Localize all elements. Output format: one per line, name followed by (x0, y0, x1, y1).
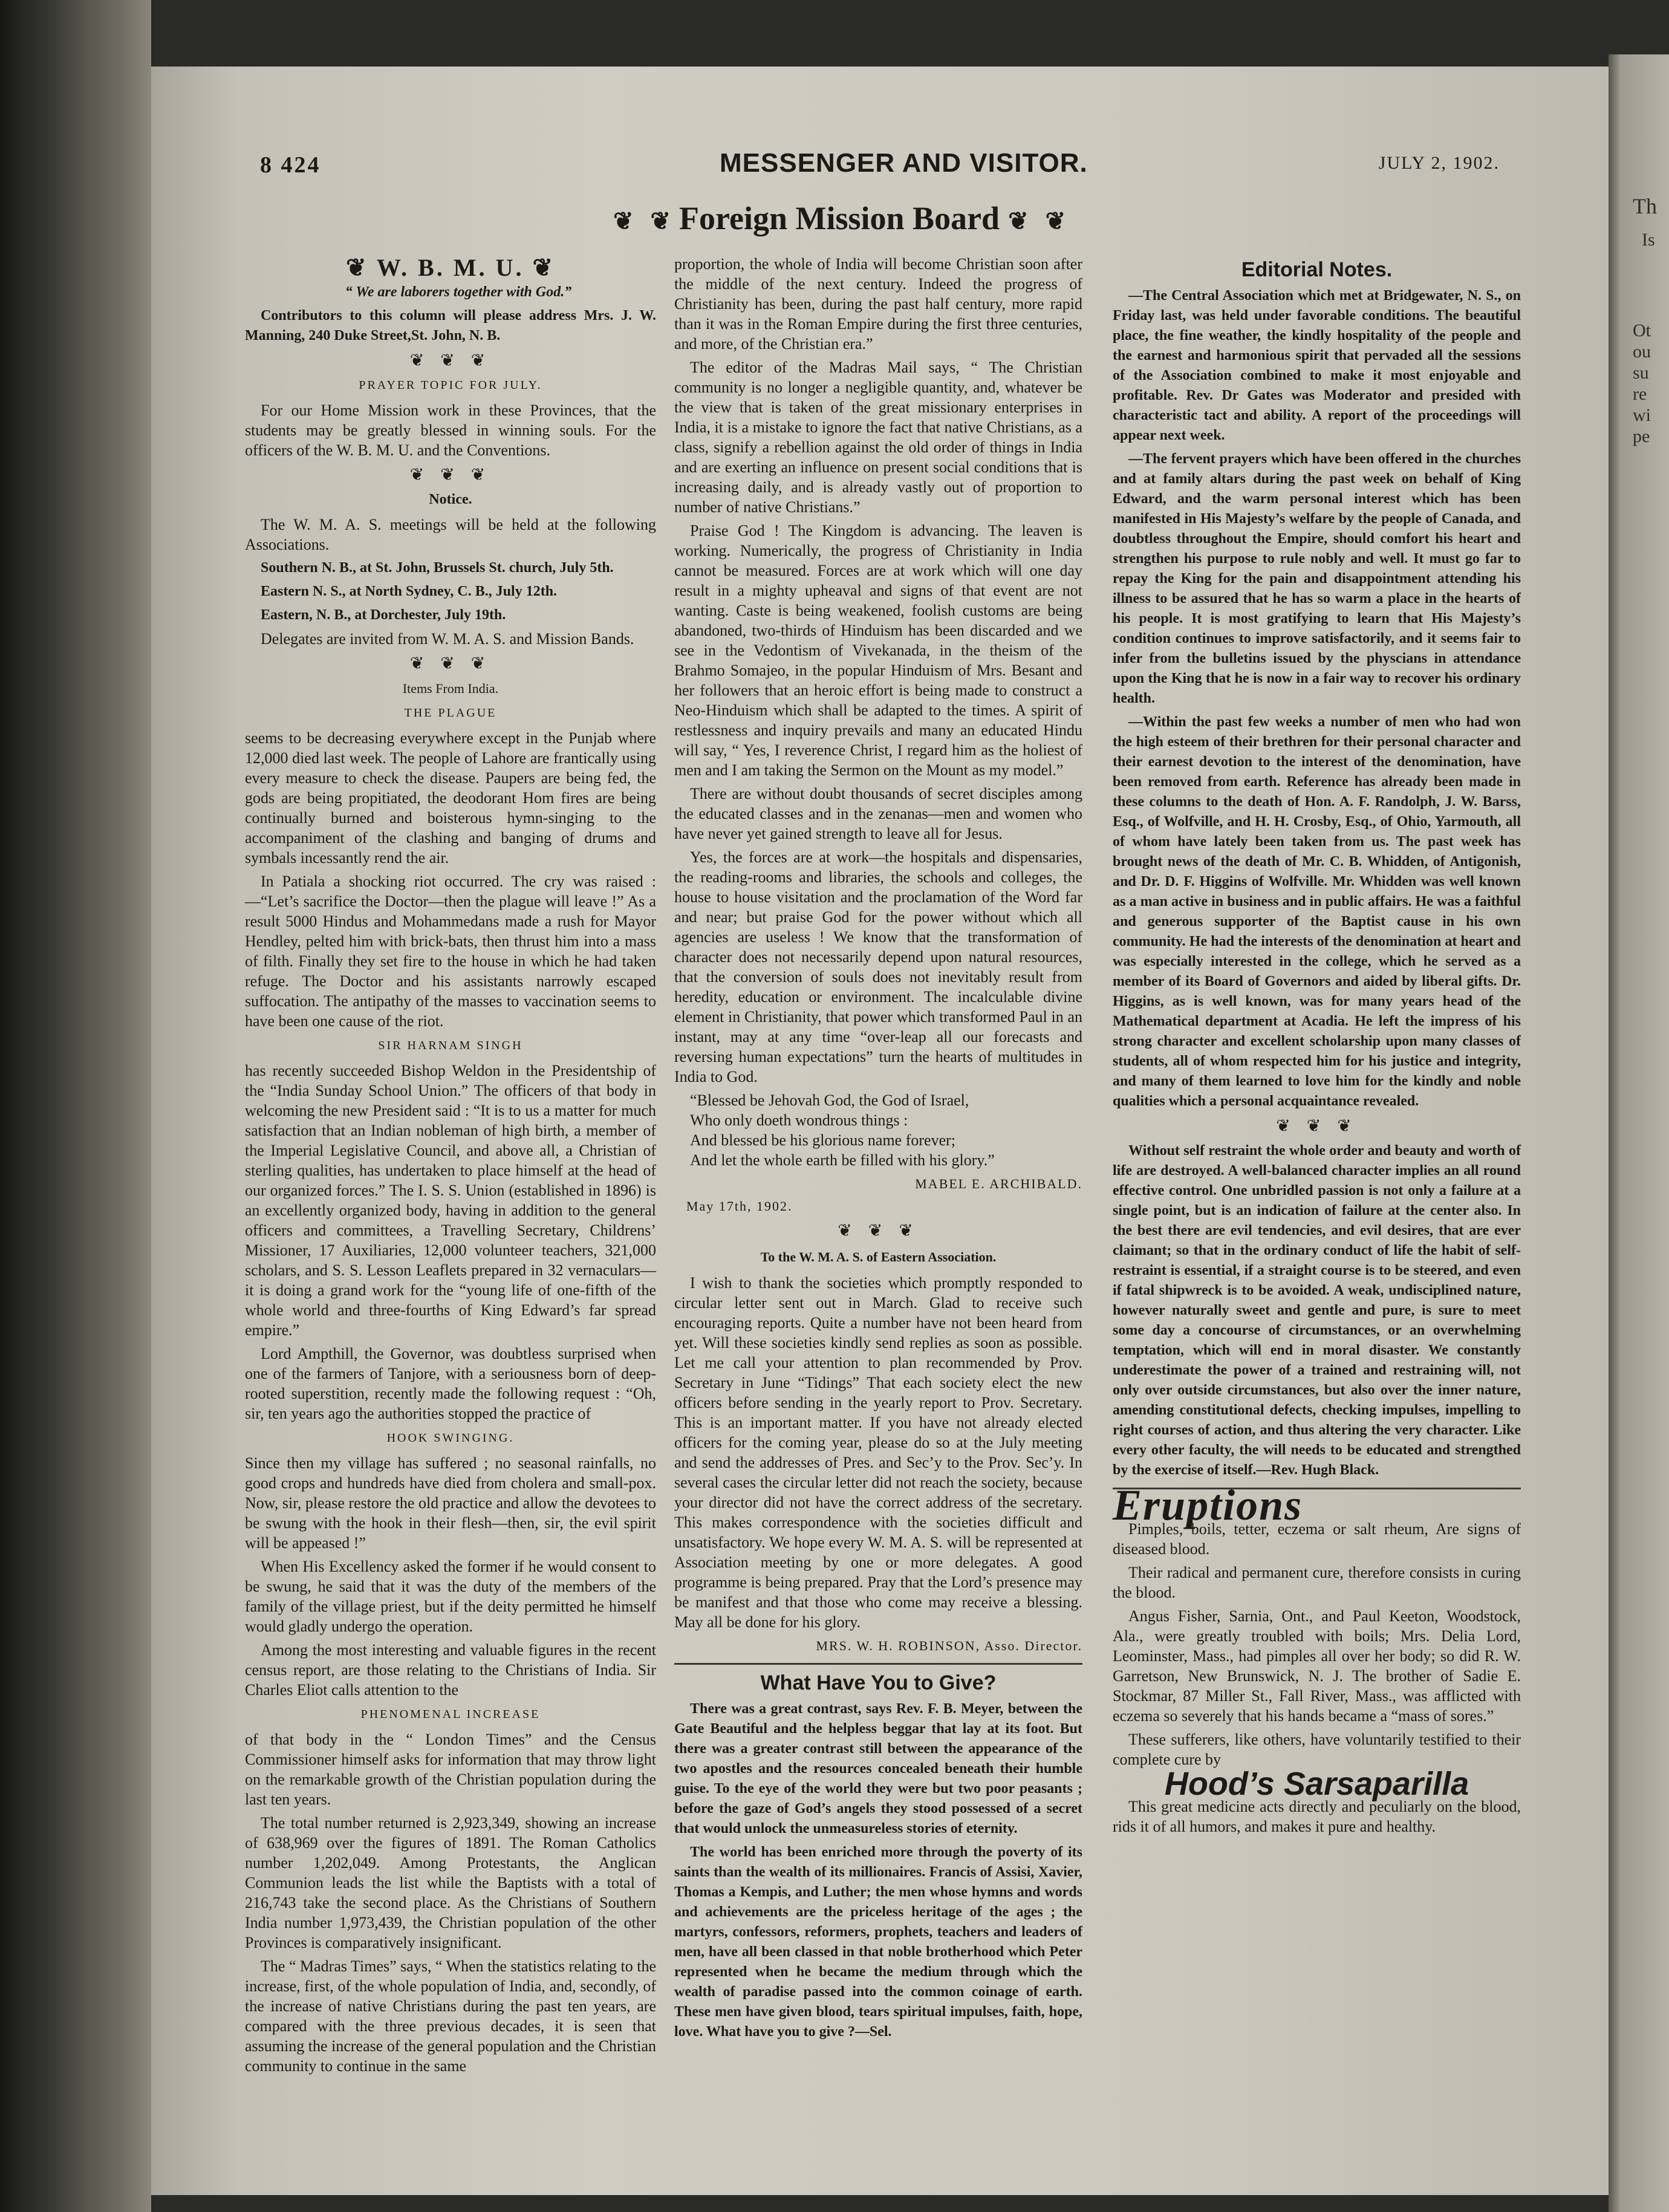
ornaments-divider: ❦ ❦ ❦ (1276, 1117, 1358, 1136)
ad-brand: Hood’s Sarsaparilla (1164, 1766, 1469, 1802)
hook-text: Since then my village has suffered ; no seasonal rainfalls, no good crops and hundreds have died from cholera and small-pox. Now, sir, please restore the old practice and allow the devotees to be swung with the hook in their flesh—then, sir, the evil spirit will be appeased !” (245, 1454, 656, 1552)
verse-line: “Blessed be Jehovah God, the God of Israel, (690, 1091, 969, 1109)
secret-disciples-text: There are without doubt thousands of secret disciples among the educated classes and in the zenanas—men and women who have never yet gained strength to leave all for Jesus. (674, 785, 1082, 842)
book-binding-edge (0, 0, 151, 2212)
editorial-note: —The fervent prayers which have been offered in the churches and at family altars during the past week on behalf of King Edward, and the warm personal interest which has been manifested in His Majesty’s welfare by the people of Canada, and doubtless throughout the Empire, should comfort his heart and strengthen his purpose to rule nobly and well. It must go far to repay the King for the pain and disappointment attending his illness to be assured that he has so warm a place in the hearts of his people. It is most gratifying to learn that His Majesty’s condition continues to improve satisfactorily, and it seems fair to infer from the bulletins issued by the physcians in attendance upon the King that he is now in a fair way to recover his ordinary health. (1113, 451, 1521, 706)
phenomenal-text: of that body in the “ London Times” and the Census Commissioner himself asks for information that may throw light on the remarkable growth of the Christian population during the last ten years. (245, 1731, 656, 1808)
ornament-icon: ❦ (1045, 207, 1066, 235)
issue-date: JULY 2, 1902. (1378, 153, 1500, 173)
adjacent-fragment: re (1633, 384, 1647, 404)
verse-line: And let the whole earth be filled with his glory.” (690, 1151, 995, 1169)
motto: “ We are laborers together with God.” (345, 284, 572, 300)
adjacent-fragment: Th (1633, 194, 1657, 218)
ornament-icon: ❦ (613, 207, 634, 235)
madras-mail-text: The editor of the Madras Mail says, “ The Christian community is no longer a negligible quantity, and, whatever be the view that is taken of the great missionary enterprises in India, it is a mistake to ignore the fact that native Christians, as a class, signify a rebellion against the old order of things in India and are exerting an influence on present social conditions that is increasing daily, and is already vastly out of proportion to number of native Christians.” (674, 359, 1082, 516)
harnam-heading: SIR HARNAM SINGH (378, 1039, 523, 1052)
wmas-letter: I wish to thank the societies which promptly responded to circular letter sent out in March. Glad to receive such encouraging reports. Quite a number have not been heard from yet. Will these societies kindly send replies as soon as possible. Let me call your attention to plan recommended by Prov. Secretary in June “Tidings” That each society elect the new officers before sending in the yearly report to Prov. Secretary. This is an important matter. If you have not already elected officers for the coming year, please do so at the July meeting and send the addresses of Pres. and Sec’y to the Prov. Sec’y. In several cases the circular letter did not reach the society, because your director did not have the correct address of the secretary. This makes correspondence with the societies difficult and unsatisfactory. We hope every W. M. A. S. will be represented at Association meeting by one or more delegates. A good programme is being prepared. Pray that the Lord’s presence may be manifest and that those who come may receive a blessing. May all be done for his glory. (674, 1274, 1082, 1631)
scripture-verse (690, 1090, 1082, 1170)
adjacent-fragment: wi (1633, 405, 1651, 425)
adjacent-fragment: Is (1642, 230, 1655, 250)
divider (674, 1663, 1082, 1665)
plague-text: seems to be decreasing everywhere except in the Punjab where 12,000 died last week. The people of Lahore are frantically using every measure to check the disease. Paupers are being fed, the gods are being propitiated, the deodorant Hom fires are being continually burned and boisterous hymn-singing to the accompaniment of the clashing and banging of drums and symbals incessantly rend the air. (245, 729, 656, 867)
association-line: Eastern N. S., at North Sydney, C. B., July 12th. (261, 584, 558, 599)
page-number: 8 424 (260, 152, 321, 178)
adjacent-fragment: su (1633, 363, 1649, 383)
adjacent-fragment: ou (1633, 342, 1651, 362)
signature: MRS. W. H. ROBINSON, Asso. Director. (816, 1638, 1082, 1653)
association-line: Eastern, N. B., at Dorchester, July 19th. (261, 607, 506, 623)
ornaments-divider: ❦ ❦ ❦ (409, 654, 492, 673)
phenomenal-heading: PHENOMENAL INCREASE (360, 1708, 541, 1721)
praise-text: Praise God ! The Kingdom is advancing. The leaven is working. Numerically, the progress of Christianity in India cannot be measured. Forces are at work which will one day result in a mighty upheaval and signs of that event are not wanting. Caste is being weakened, foolish customs are being abandoned, two-thirds of Hinduism has been discarded and we see in the Vedontism of Vivekanada, in the theism of the Brahmo Somajeo, in the popular Hinduism of Mrs. Besant and her followers that an heroic effort is being made to construct a Neo-Hinduism which shall be adapted to the times. A spirit of restlessness and inquiry prevails and many an educated Hindu will say, “ Yes, I reverence Christ, I regard him as the holiest of men and I am taking the Sermon on the Mount as my model.” (674, 522, 1082, 779)
madras-times-text: The “ Madras Times” says, “ When the statistics relating to the increase, first, of the whole population of India, and, secondly, of the increase of native Christians during the past ten years, are compared with the three previous decades, it is seen that assuming the increase of the general population and the Christian community to continue in the same (245, 1957, 656, 2075)
ornaments-divider: ❦ ❦ ❦ (409, 466, 492, 484)
editorial-note: —Within the past few weeks a number of men who had won the high esteem of their brethren for their personal character and their earnest devotion to the interest of the denomination, have been removed from earth. Reference has already been made in these columns to the death of Hon. A. F. Randolph, J. W. Barss, Esq., of Wolfville, and H. H. Crosby, Esq., of Ohio, Yarmouth, all of whom have lately been taken from us. The past week has brought news of the death of Mr. C. B. Whidden, of Antigonish, and Dr. D. F. Higgins of Wolfville. Mr. Whidden was well known as a man active in business and in public affairs. He was a faithful and generous supporter of the Baptist cause in his own community. He had the interests of the denomination at heart and was especially interested in the college, which he served as a member of its Board of Governors and aided by liberal gifts. Dr. Higgins, as is well known, was for many years head of the Mathematical department at Acadia. He left the impress of his strong character and excellent scholarship upon many classes of students, all of whom respected him for his justice and integrity, and many of them learned to love him for the kindly and noble qualities which a personal acquaintance revealed. (1113, 714, 1521, 1109)
adjacent-fragment: Ot (1633, 320, 1651, 340)
harnam-text: has recently succeeded Bishop Weldon in the Presidentship of the “India Sunday School Union.” The officers of that body in welcoming the new President said : “It is to us a matter for much satisfaction that an Indian nobleman of high birth, a member of the Imperial Legislative Council, and above all, a Christian of sterling qualities, has undertaken to place himself at the head of our organized forces.” The I. S. S. Union (established in 1896) is an excellently organized body, having in addition to the general officers and committees, a Travelling Secretary, Childrens’ Missioner, 17 Auxiliaries, 12,000 volunteer teachers, 321,000 scholars, and S. S. Lesson Leaflets prepared in 32 vernaculars—it is doing a grand work for the “young life of one-fifth of the whole world and three-fourths of King Edward’s far spread empire.” (245, 1062, 656, 1339)
ornaments-divider: ❦ ❦ ❦ (409, 351, 492, 370)
total-text: The total number returned is 2,923,349, showing an increase of 638,969 over the figures of 1891. The Roman Catholics number 1,202,049. Among Protestants, the Anglican Communion leads the list while the Baptists with a total of 216,743 take the second place. As the Christians of Southern India number 1,973,439, the Christian population of the other Provinces is comparatively insignificant. (245, 1814, 656, 1951)
wbmu-title-text: W. B. M. U. (376, 254, 524, 281)
contributors-note: Contributors to this column will please address Mrs. J. W. Manning, 240 Duke Street,St. John, N. B. (245, 308, 656, 343)
adjacent-page-edge (1609, 54, 1669, 2212)
self-restraint-text: Without self restraint the whole order and beauty and worth of life are destroyed. A well-balanced character implies an all round effective control. One unbridled passion is not only a failure at a single point, but is an indication of failure at the center also. In the best there are evil tendencies, and evil desires, that are ever claimant; so that in the ordinary conduct of life the habit of self-restraint is essential, if a straight course is to be steered, and even if fatal shipwreck is to be avoided. A weak, undisciplined nature, however naturally sweet and gentle and pure, is sure to meet some day a concourse of circumstances, or an overwhelming temptation, which will end in moral disaster. We constantly underestimate the power of a trained and restraining will, not only over outside circumstances, but also over the inner nature, amending constitutional defects, checking impulses, impelling to right courses of action, and thus altering the very character. Like every other faculty, the will needs to be educated and strengthed by the exercise of itself.—Rev. Hugh Black. (1113, 1143, 1521, 1478)
column-mission-articles (674, 254, 1082, 2046)
continued-text: proportion, the whole of India will become Christian soon after the middle of the next century. Indeed the progress of Christianity has been, during the past half century, more rapid than it was in the Roman Empire during the first three centuries, and more, of the Christian era.” (674, 255, 1082, 353)
notice-text: The W. M. A. S. meetings will be held at the following Associations. (245, 516, 656, 553)
delegates-text: Delegates are invited from W. M. A. S. and Mission Bands. (261, 630, 634, 648)
ad-text: These sufferers, like others, have voluntarily testified to their complete cure by (1113, 1731, 1521, 1768)
masthead: MESSENGER AND VISITOR. (720, 148, 1088, 178)
notice-heading: Notice. (429, 492, 472, 507)
ornament-icon: ❦ (346, 254, 369, 281)
prayer-heading: PRAYER TOPIC FOR JULY. (359, 379, 542, 392)
section-title (605, 200, 1074, 237)
prayer-text: For our Home Mission work in these Provinces, that the students may be greatly blessed in winning souls. For the officers of the W. B. M. U. and the Conventions. (245, 402, 656, 459)
page-header (260, 148, 1500, 184)
editorial-note: —The Central Association which met at Bridgewater, N. S., on Friday last, was held under favorable conditions. The beautiful place, the fine weather, the kindly hospitality of the people and the earnest and harmonious spirit that pervaded all the sessions of the Association combined to make it most enjoyable and profitable. Rev. Dr Gates was Moderator and presided with characteristic tact and ability. A report of the proceedings will appear next week. (1113, 288, 1521, 443)
verse-line: And blessed be his glorious name forever; (690, 1131, 956, 1149)
ampthill-text: Lord Ampthill, the Governor, was doubtless surprised when one of the farmers of Tanjore, with a seriousness born of deep-rooted superstition, recently made the following request : “Oh, sir, ten years ago the authorities stopped the practice of (245, 1345, 656, 1422)
forces-text: Yes, the forces are at work—the hospitals and dispensaries, the reading-rooms and libraries, the schools and colleges, the house to house visitation and the proclamation of the Word far and near; but praise God for the power without which all agencies are useless ! We know that the transformation of character does not necessarily depend upon natural resources, that the conversion of souls does not inevitably result from heredity, education or environment. The incalculable divine element in Christianity, that power which transformed Paul in an instant, may at any time “over-leap all our forecasts and reversing human expectations” turn the hearts of multitudes in India to God. (674, 848, 1082, 1085)
ad-text: Pimples, boils, tetter, eczema or salt rheum, Are signs of diseased blood. (1113, 1520, 1521, 1558)
verse-line: Who only doeth wondrous things : (690, 1111, 908, 1129)
ad-text: This great medicine acts directly and peculiarly on the blood, rids it of all humors, and makes it pure and healthy. (1113, 1798, 1521, 1835)
items-heading: Items From India. (402, 681, 499, 696)
ad-text: Angus Fisher, Sarnia, Ont., and Paul Keeton, Woodstock, Ala., were greatly troubled with boils; Mrs. Delia Lord, Leominster, Mass., had pimples all over her body; so did R. W. Garretson, New Brunswick, N. J. The brother of Sadie E. Stockmar, 87 Miller St., Fall River, Mass., was afflicted with eczema so severely that his hands became a “mass of sores.” (1113, 1607, 1521, 1725)
give-text: There was a great contrast, says Rev. F. B. Meyer, between the Gate Beautiful and the helpless beggar that lay at its foot. But there was a greater contrast still between the appearance of the two apostles and the resources concealed beneath their humble guise. To the eye of the world they were but two poor peasants ; before the gaze of God’s angels they stood possessed of a secret that would unlock the unmeasureless stories of eternity. (674, 1701, 1082, 1836)
section-title-text: Foreign Mission Board (679, 200, 1000, 236)
give-heading: What Have You to Give? (760, 1671, 997, 1694)
column-wbmu (245, 254, 656, 2080)
signature: MABEL E. ARCHIBALD. (915, 1176, 1082, 1191)
editorial-heading: Editorial Notes. (1241, 258, 1393, 281)
give-text: The world has been enriched more through the poverty of its saints than the wealth of its millionaires. Francis of Assisi, Xavier, Thomas a Kempis, and Luther; the men whose hymns and words and achievements are the priceless heritage of the ages ; the martyrs, confessors, reformers, prophets, teachers and leaders of men, have all been classed in that noble brotherhood which Peter represented when he became the medium through which the wealth of paradise passed into the common coinage of earth. These men have given blood, tears spiritual impulses, faith, hope, love. What have you to give ?—Sel. (674, 1844, 1082, 2040)
ornament-icon: ❦ (1008, 207, 1029, 235)
hook-heading: HOOK SWINGING. (386, 1431, 515, 1445)
wmas-heading: To the W. M. A. S. of Eastern Association. (760, 1249, 997, 1264)
ornament-icon: ❦ (532, 254, 555, 281)
adjacent-fragment: pe (1633, 426, 1650, 446)
wbmu-title (245, 254, 656, 281)
riot-text: In Patiala a shocking riot occurred. The cry was raised :—“Let’s sacrifice the Doctor—then the plague will leave !” As a result 5000 Hindus and Mohammedans made a rush for Mayor Hendley, pelted him with brick-bats, then thrust him into a mass of filth. Finally they set fire to the house in which he had taken refuge. The Doctor and his assistants narrowly escaped suffocation. The antipathy of the masses to vaccination seems to have been one cause of the riot. (245, 873, 656, 1030)
census-text: Among the most interesting and valuable figures in the recent census report, are those relating to the Christians of India. Sir Charles Eliot calls attention to the (245, 1641, 656, 1699)
association-line: Southern N. B., at St. John, Brussels St. church, July 5th. (261, 560, 614, 576)
ornaments-divider: ❦ ❦ ❦ (838, 1221, 919, 1240)
eruptions-advertisement (1113, 1481, 1521, 1836)
plague-heading: THE PLAGUE (404, 706, 497, 720)
ornament-icon: ❦ (650, 207, 671, 235)
dateline: May 17th, 1902. (686, 1199, 793, 1214)
column-editorial (1113, 254, 1521, 1840)
excellency-text: When His Excellency asked the former if he would consent to be swung, he said that it was the duty of the members of the family of the village priest, but if the deity permitted he himself would gladly undergo the operation. (245, 1558, 656, 1635)
ad-text: Their radical and permanent cure, therefore consists in curing the blood. (1113, 1564, 1521, 1601)
ad-title: Eruptions (1113, 1481, 1303, 1529)
